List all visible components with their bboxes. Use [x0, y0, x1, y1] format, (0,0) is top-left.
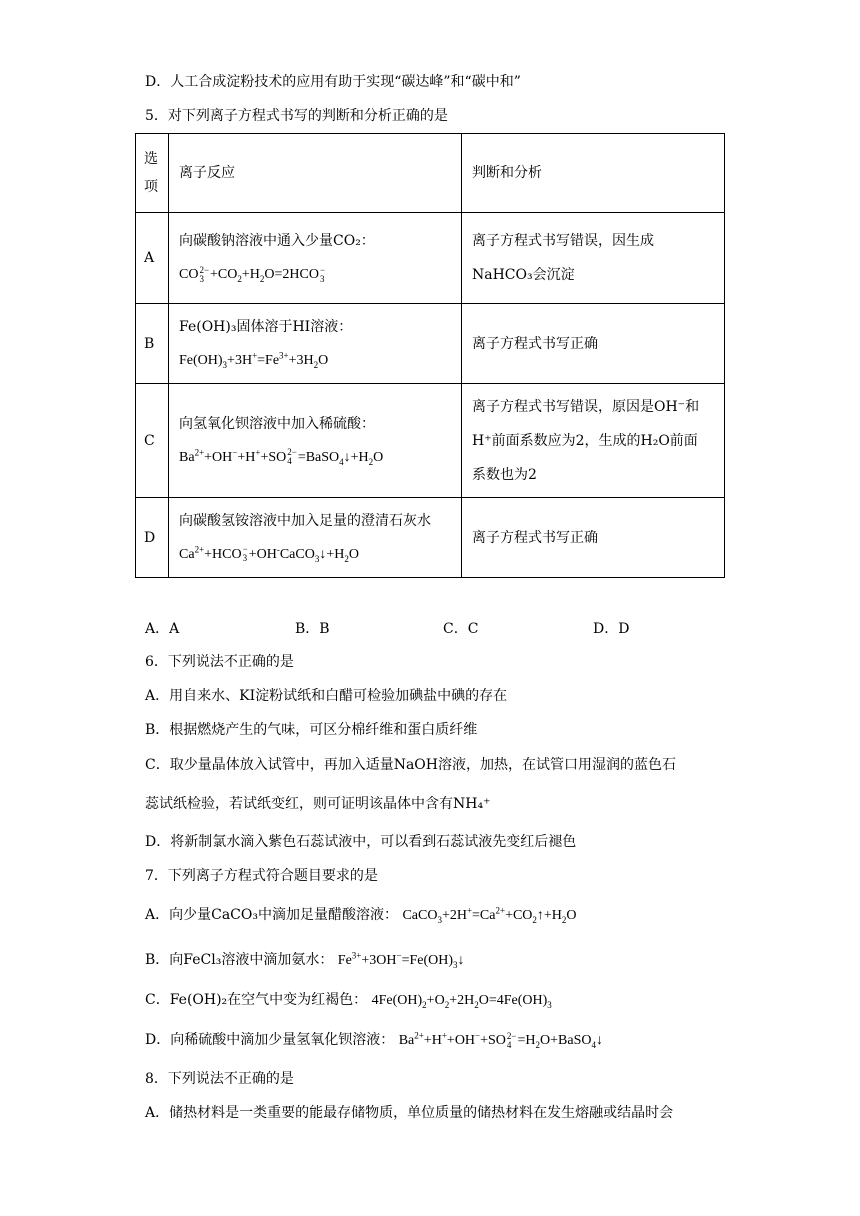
- question-6-option-b: B．根据燃烧产生的气味，可区分棉纤维和蛋白质纤维: [145, 722, 478, 738]
- row-c-reaction: [169, 384, 462, 498]
- q7-d-text: D．向稀硫酸中滴加少量氢氧化钡溶液：: [145, 1032, 395, 1048]
- row-b-option: B: [136, 304, 169, 384]
- row-b-reaction: [169, 304, 462, 384]
- row-c-analysis: [462, 384, 725, 498]
- table-row-b: [136, 304, 725, 384]
- row-d-reaction-text: 向碳酸氢铵溶液中加入足量的澄清石灰水: [179, 512, 431, 529]
- question-6-stem: 6．下列说法不正确的是: [145, 654, 294, 670]
- question-7-option-d: [145, 1030, 603, 1051]
- row-c-analysis-line3: 系数也为2: [472, 466, 537, 483]
- header-option-cell: [136, 134, 169, 213]
- row-d-reaction: [169, 498, 462, 578]
- row-c-option: C: [136, 384, 169, 498]
- header-reaction-cell: 离子反应: [169, 134, 462, 213]
- question-7-option-c: [145, 990, 552, 1011]
- row-c-analysis-line2: H⁺前面系数应为2，生成的H₂O前面: [472, 432, 698, 449]
- choice-b: B．B: [295, 621, 330, 637]
- row-a-analysis-line1: 离子方程式书写错误，因生成: [472, 233, 654, 249]
- q7-a-equation: $CaCO_3+2H^+=Ca^{2+}+CO_2↑+H_2O$: [402, 905, 577, 925]
- q7-c-equation: $4Fe(OH)_2+O_2+2H_2O=4Fe(OH)_3$: [371, 993, 552, 1010]
- question-5-table: [135, 133, 725, 578]
- row-b-equation: $Fe(OH)_3+3H^+=Fe^{3+}+3H_2O$: [179, 349, 329, 370]
- question-6-option-c-line2: 蕊试纸检验，若试纸变红，则可证明该晶体中含有NH₄⁺: [145, 796, 491, 812]
- row-a-analysis: [462, 213, 725, 304]
- q7-b-text: B．向FeCl₃溶液中滴加氨水：: [145, 952, 334, 968]
- question-6-option-a: A．用自来水、KI淀粉试纸和白醋可检验加碘盐中碘的存在: [145, 688, 508, 704]
- row-c-equation: $Ba^{2+}+OH^-+H^++SO$ 2− 4 $=BaSO_4↓+H_2O$: [179, 446, 384, 467]
- q7-a-text: A．向少量CaCO₃中滴加足量醋酸溶液：: [145, 907, 398, 923]
- header-analysis-cell: 判断和分析: [462, 134, 725, 213]
- row-d-equation: $Ca^{2+}+HCO$ − 3 $+OH^-CaCO_3↓+H_2O$: [179, 543, 359, 564]
- header-option-line1: 选: [144, 151, 158, 167]
- table-row-c: [136, 384, 725, 498]
- question-8-stem: 8．下列说法不正确的是: [145, 1071, 294, 1087]
- row-d-option: D: [136, 498, 169, 578]
- row-c-analysis-line1: 离子方程式书写错误，原因是OH⁻和: [472, 398, 700, 415]
- row-c-reaction-text: 向氢氧化钡溶液中加入稀硫酸：: [179, 415, 375, 432]
- choice-c: C．C: [443, 621, 479, 637]
- choice-a: A．A: [145, 621, 180, 637]
- row-d-analysis: 离子方程式书写正确: [462, 498, 725, 578]
- table-row-d: [136, 498, 725, 578]
- choice-d: D．D: [593, 621, 630, 637]
- row-a-reaction: [169, 213, 462, 304]
- question-7-stem: 7．下列离子方程式符合题目要求的是: [145, 868, 378, 884]
- table-header-row: [136, 134, 725, 213]
- q7-d-equation: $Ba^{2+}+H^++OH^-+SO$ 2− 4 $=H_2O+BaSO_4↓$: [398, 1030, 603, 1050]
- q7-b-equation: $Fe^{3+}+3OH^-=Fe(OH)_3↓$: [337, 950, 465, 970]
- question-8-option-a: A．储热材料是一类重要的能最存储物质，单位质量的储热材料在发生熔融或结晶时会: [145, 1105, 674, 1121]
- question-7-option-b: [145, 950, 465, 971]
- row-a-reaction-text: 向碳酸钠溶液中通入少量CO₂：: [179, 233, 375, 249]
- q7-c-text: C．Fe(OH)₂在空气中变为红褐色：: [145, 992, 368, 1008]
- table-row-a: [136, 213, 725, 304]
- question-5-stem: 5．对下列离子方程式书写的判断和分析正确的是: [145, 108, 448, 124]
- row-a-analysis-line2: NaHCO₃会沉淀: [472, 267, 575, 283]
- header-option-line2: 项: [144, 179, 158, 195]
- row-a-option: A: [136, 213, 169, 304]
- question-6-option-d: D．将新制氯水滴入紫色石蕊试液中，可以看到石蕊试液先变红后褪色: [145, 834, 577, 850]
- row-b-analysis: 离子方程式书写正确: [462, 304, 725, 384]
- question-7-option-a: [145, 905, 577, 926]
- question-6-option-c-line1: C．取少量晶体放入试管中，再加入适量NaOH溶液，加热，在试管口用湿润的蓝色石: [145, 757, 676, 773]
- row-b-reaction-text: Fe(OH)₃固体溶于HI溶液：: [179, 318, 353, 335]
- row-a-equation: CO 2− 3 $+CO_2+H_2O=2HCO$ − 3: [179, 264, 326, 284]
- previous-option-d: D．人工合成淀粉技术的应用有助于实现“碳达峰”和“碳中和”: [145, 74, 521, 90]
